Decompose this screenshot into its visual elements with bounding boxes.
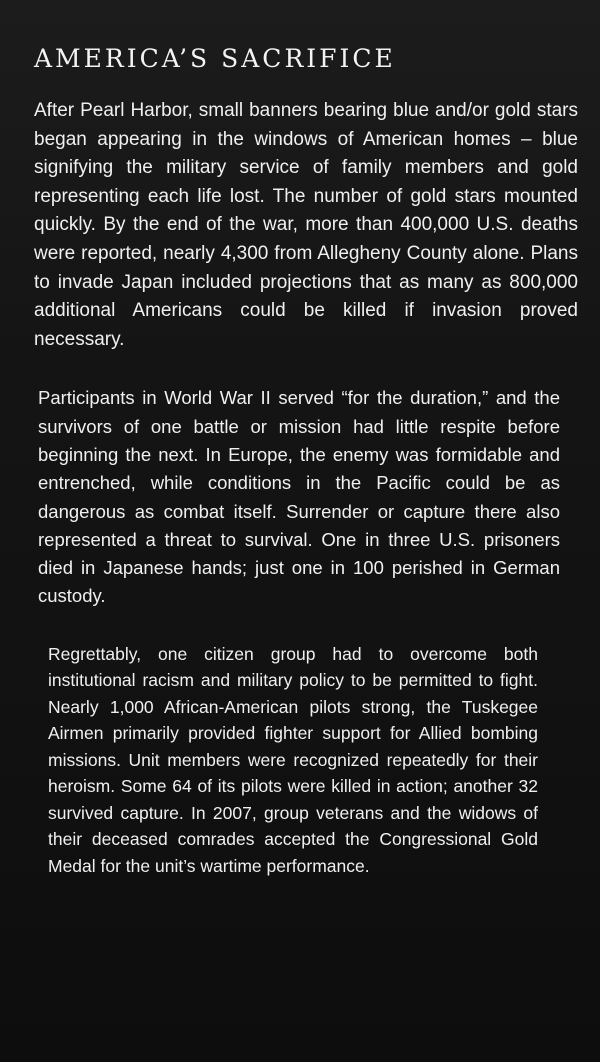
- paragraph-for-the-duration: Participants in World War II served “for the duration,” and the survivors of one battle or mission had little respite before beginning the next. In Europe, the enemy was formidable and entrenched, while conditions in the Pacific could be as dangerous as combat itself. Surrender or capture there also represented a threat to survival. One in three U.S. prisoners died in Japanese hands; just one in 100 perished in German custody.: [38, 387, 560, 607]
- paragraph-tuskegee-airmen: Regrettably, one citizen group had to overcome both institutional racism and military policy to be permitted to fight. Nearly 1,000 African-American pilots strong, the Tuskegee Airmen primarily provided fighter support for Allied bombing missions. Unit members were recognized repeatedly for their heroism. Some 64 of its pilots were killed in action; another 32 survived capture. In 2007, group veterans and the widows of their deceased comrades accepted the Congressional Gold Medal for the unit’s wartime performance.: [48, 643, 538, 876]
- exhibit-title: AMERICA’S SACRIFICE: [34, 44, 396, 73]
- paragraph-gold-stars: After Pearl Harbor, small banners bearing blue and/or gold stars began appearing in the windows of American homes – blue signifying the military service of family members and gold representing each life lost. The number of gold stars mounted quickly. By the end of the war, more than 400,000 U.S. deaths were reported, nearly 4,300 from Allegheny County alone. Plans to invade Japan included projections that as many as 800,000 additional Americans could be killed if invasion proved necessary.: [34, 100, 578, 350]
